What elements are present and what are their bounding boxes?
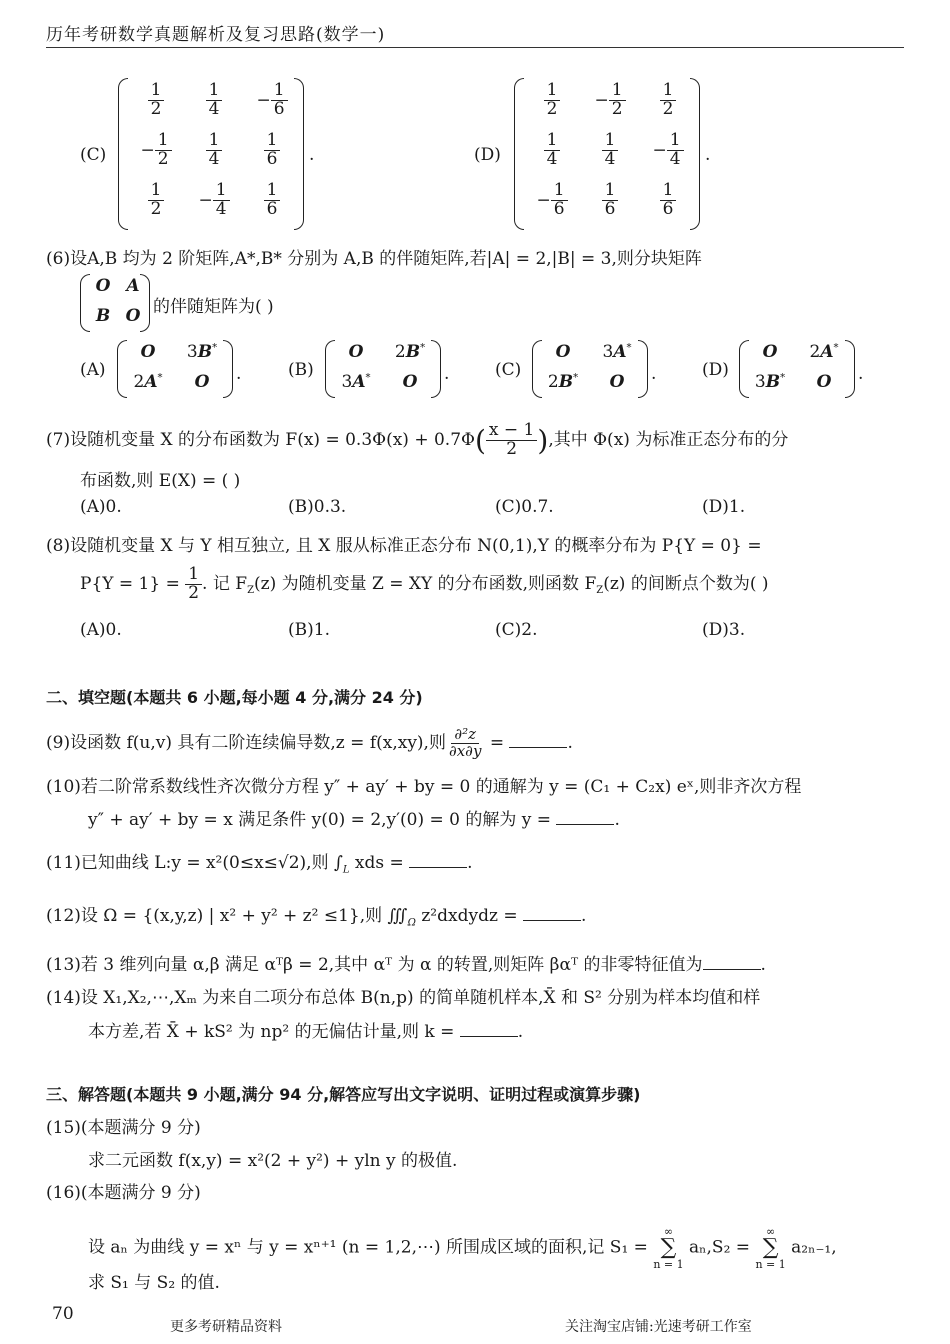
sum2-sigma: ∑ <box>762 1235 779 1260</box>
q6-option-1-cell-1: 2B* <box>394 342 426 362</box>
q7-frac-numerator: x − 1 <box>486 422 537 441</box>
q5-matrix-d-cell-0-1: − $\frac{1}{2}$ <box>586 82 634 119</box>
q5-matrix-d-cell-0-2: $\frac{1}{2}$ <box>644 82 692 119</box>
q15-body: 求二元函数 f(x,y) = x²(2 + y²) + yln y 的极值. <box>88 1151 458 1171</box>
q7-option-c: (C)0.7. <box>495 497 554 517</box>
q5-matrix-d-cell-1-2: − $\frac{1}{4}$ <box>644 132 692 169</box>
q10-line1: (10)若二阶常系数线性齐次微分方程 y″ + ay′ + by = 0 的通解为 y = (C₁ + C₂x) eˣ,则非齐次方程 <box>46 777 802 797</box>
period: . <box>236 364 242 384</box>
q6-option-2-cell-3: O <box>609 372 625 392</box>
sum1-upper: ∞ <box>663 1225 674 1238</box>
q6-option-0-cell-2: 2A* <box>133 372 163 392</box>
q5-matrix-c-cell-1-2: $\frac{1}{6}$ <box>248 132 296 169</box>
q12-text: (12)设 Ω = {(x,y,z) | x² + y² + z² ≤1},则 ∭ <box>46 906 408 926</box>
q8-number: (8) <box>46 536 71 556</box>
q8-option-d: (D)3. <box>702 620 746 640</box>
q8-line1 <box>46 531 762 556</box>
q5-matrix-c-cell-0-1: $\frac{1}{4}$ <box>190 82 238 119</box>
q14-text: 本方差,若 X̄ + kS² 为 np² 的无偏估计量,则 k = <box>88 1022 455 1042</box>
q16-term-1: aₙ,S₂ = <box>689 1237 751 1258</box>
q6-option-matrix-2 <box>532 340 648 398</box>
q6-number: (6) <box>46 249 71 269</box>
q6-option-2-cell-1: 3A* <box>602 342 632 362</box>
header-rule <box>46 47 904 48</box>
q12-answer-blank <box>523 919 581 921</box>
section-3-title: 三、解答题(本题共 9 小题,满分 94 分,解答应写出文字说明、证明过程或演算步骤) <box>46 1085 641 1104</box>
q14-answer-blank <box>460 1035 518 1037</box>
q14-line1: (14)设 X₁,X₂,⋯,Xₘ 为来自二项分布总体 B(n,p) 的简单随机样本,X̄ 和 S² 分别为样本均值和样 <box>46 988 761 1008</box>
q5-matrix-c-cell-0-2: − $\frac{1}{6}$ <box>248 82 296 119</box>
q5-matrix-d-cell-2-0: − $\frac{1}{6}$ <box>528 182 576 219</box>
q13: (13)若 3 维列向量 α,β 满足 αᵀβ = 2,其中 αᵀ 为 α 的转置,则矩阵 βαᵀ 的非零特征值为 . <box>46 955 766 975</box>
q5-matrix-c-cell-0-0: $\frac{1}{2}$ <box>132 82 180 119</box>
q5-matrix-d-cell-1-0: $\frac{1}{4}$ <box>528 132 576 169</box>
q6-option-1-cell-3: O <box>402 372 418 392</box>
q9: (9)设函数 f(u,v) 具有二阶连续偏导数,z = f(x,xy),则 $\frac{\text{∂²z}}{\partial x\partial y}$ = . <box>46 725 573 760</box>
q5-matrix-d-cell-2-1: $\frac{1}{6}$ <box>586 182 634 219</box>
q16-term-2: a₂ₙ₋₁, <box>791 1237 837 1258</box>
q6-option-3-cell-0: O <box>762 342 778 362</box>
q5-matrix-d <box>514 78 700 230</box>
q6-line1 <box>46 244 702 269</box>
q8-option-b: (B)1. <box>288 620 330 640</box>
q8-line2: P{Y = 1} = $\frac{1}{2}$ . 记 $F_Z(z)$ 为随机变量 Z = XY 的分布函数,则函数 $F_Z(z)$ 的间断点个数为( ) <box>80 564 769 603</box>
q7-option-b: (B)0.3. <box>288 497 347 517</box>
q7-option-a: (A)0. <box>80 497 122 517</box>
period: . <box>651 364 657 384</box>
q5-matrix-c-cell-2-0: $\frac{1}{2}$ <box>132 182 180 219</box>
q6-option-0-cell-3: O <box>194 372 210 392</box>
q13-text: (13)若 3 维列向量 α,β 满足 αᵀβ = 2,其中 αᵀ 为 α 的转置,则矩阵 βαᵀ 的非零特征值为 <box>46 955 703 975</box>
q6-text: 设A,B 均为 2 阶矩阵,A*,B* 分别为 A,B 的伴随矩阵,若|A| = 2,|B| = 3,则分块矩阵 <box>70 249 702 269</box>
q16-sum1 <box>653 1226 683 1270</box>
q7-text-a: 设随机变量 X 的分布函数为 F(x) = 0.3Φ(x) + 0.7Φ <box>70 429 475 450</box>
q7-frac-denominator: 2 <box>506 438 518 459</box>
q8-text: 设随机变量 X 与 Y 相互独立, 且 X 服从标准正态分布 N(0,1),Y 的概率分布为 P{Y = 0} = <box>70 536 762 556</box>
q5-matrix-c <box>118 78 304 230</box>
q16-body-line2: 求 S₁ 与 S₂ 的值. <box>88 1273 220 1293</box>
q8-option-a: (A)0. <box>80 620 122 640</box>
sum1-sigma: ∑ <box>660 1235 677 1260</box>
q6-option-1-cell-2: 3A* <box>341 372 371 392</box>
q12-tail: z²dxdydz = <box>421 906 518 926</box>
q15-heading: (15)(本题满分 9 分) <box>46 1118 201 1138</box>
q9-answer-blank <box>509 746 567 748</box>
sum2-lower: n = 1 <box>755 1258 786 1271</box>
q9-frac-numerator: ∂²z <box>451 727 479 744</box>
q6-option-0-cell-0: O <box>140 342 156 362</box>
q9-text: (9)设函数 f(u,v) 具有二阶连续偏导数,z = f(x,xy),则 <box>46 732 446 753</box>
q16-text-a: 设 aₙ 为曲线 y = xⁿ 与 y = xⁿ⁺¹ (n = 1,2,⋯) 所围成区域的面积,记 S₁ = <box>88 1237 648 1258</box>
q11-subscript: L <box>342 864 350 876</box>
q8-option-c: (C)2. <box>495 620 538 640</box>
q11-tail: xds = <box>354 853 404 873</box>
q7-line2: 布函数,则 E(X) = ( ) <box>80 471 241 491</box>
q8-text-c: (z) 为随机变量 Z = XY 的分布函数,则函数 F <box>254 573 597 594</box>
q6-option-2-cell-2: 2B* <box>547 372 579 392</box>
q6-option-3-cell-1: 2A* <box>809 342 839 362</box>
q6-option-0-cell-1: 3B* <box>186 342 218 362</box>
section-2-title: 二、填空题(本题共 6 小题,每小题 4 分,满分 24 分) <box>46 688 423 707</box>
q5-matrix-c-cell-2-1: − $\frac{1}{4}$ <box>190 182 238 219</box>
q6-option-matrix-1 <box>325 340 441 398</box>
q6-option-label-2: (C) <box>495 360 522 380</box>
q12-subscript: Ω <box>407 917 416 929</box>
q7-option-d: (D)1. <box>702 497 746 517</box>
q10-line2: y″ + ay′ + by = x 满足条件 y(0) = 2,y′(0) = 0 的解为 y = . <box>88 810 620 830</box>
q6-option-3-cell-3: O <box>816 372 832 392</box>
q16-heading: (16)(本题满分 9 分) <box>46 1183 201 1203</box>
q6-option-1-cell-0: O <box>348 342 364 362</box>
q9-frac-denominator: ∂x∂y <box>448 741 482 760</box>
q7-text-b: ,其中 Φ(x) 为标准正态分布的分 <box>548 429 789 450</box>
q10-answer-blank <box>556 823 614 825</box>
q6-option-3-cell-2: 3B* <box>754 372 786 392</box>
q9-tail: = <box>489 732 505 753</box>
sum1-lower: n = 1 <box>653 1258 684 1271</box>
q8-text-d: (z) 的间断点个数为( ) <box>603 573 769 594</box>
q6-block-matrix: O A B O <box>80 274 150 332</box>
q5-matrix-d-cell-2-2: $\frac{1}{6}$ <box>644 182 692 219</box>
footer-right-text: 关注淘宝店铺:光速考研工作室 <box>565 1319 752 1335</box>
period: . <box>309 145 315 165</box>
q11-text: (11)已知曲线 L:y = x²(0≤x≤√2),则 ∫ <box>46 853 343 873</box>
q16-body-line1 <box>88 1226 837 1270</box>
q5-matrix-c-cell-2-2: $\frac{1}{6}$ <box>248 182 296 219</box>
q6-option-label-3: (D) <box>702 360 729 380</box>
q5-matrix-c-cell-1-1: $\frac{1}{4}$ <box>190 132 238 169</box>
sum2-upper: ∞ <box>766 1225 776 1238</box>
q6-option-2-cell-0: O <box>555 342 571 362</box>
q6-tail: 的伴随矩阵为( ) <box>153 297 274 317</box>
q6-option-label-1: (B) <box>288 360 314 380</box>
q10-text: y″ + ay′ + by = x 满足条件 y(0) = 2,y′(0) = 0 的解为 y = <box>88 810 552 830</box>
q13-answer-blank <box>703 968 761 970</box>
q12: (12)设 Ω = {(x,y,z) | x² + y² + z² ≤1},则 $∭_\Omega$ z²dxdydz = . <box>46 906 587 929</box>
q8-frac-denominator: 2 <box>188 582 200 603</box>
q6-option-matrix-3 <box>739 340 855 398</box>
q6-option-matrix-0 <box>117 340 233 398</box>
q5-matrix-d-cell-1-1: $\frac{1}{4}$ <box>586 132 634 169</box>
q14-line2: 本方差,若 X̄ + kS² 为 np² 的无偏估计量,则 k = . <box>88 1022 524 1042</box>
q7-number: (7) <box>46 429 71 450</box>
q6-option-label-0: (A) <box>80 360 106 380</box>
q11-answer-blank <box>409 866 467 868</box>
q8-text-a: P{Y = 1} = <box>80 573 180 594</box>
q7-line1: (7)设随机变量 X 的分布函数为 F(x) = 0.3Φ(x) + 0.7Φ( $\frac{x - 1}{2}$ ),其中 Φ(x) 为标准正态分布的分 <box>46 420 789 459</box>
period: . <box>444 364 450 384</box>
period: . <box>858 364 864 384</box>
q5-matrix-c-cell-1-0: − $\frac{1}{2}$ <box>132 132 180 169</box>
q8-frac-numerator: 1 <box>185 566 202 585</box>
q5-matrix-d-cell-0-0: $\frac{1}{2}$ <box>528 82 576 119</box>
q5-option-c-label: (C) <box>80 145 107 165</box>
q16-sum2 <box>755 1226 785 1270</box>
footer-left-text: 更多考研精品资料 <box>170 1319 282 1335</box>
running-header: 历年考研数学真题解析及复习思路(数学一) <box>46 25 386 45</box>
q5-option-d-label: (D) <box>474 145 501 165</box>
period: . <box>705 145 711 165</box>
q8-text-b: . 记 F <box>202 573 248 594</box>
page-number: 70 <box>52 1304 74 1324</box>
q11: (11)已知曲线 L:y = x²(0≤x≤√2),则 $\int_L$ xds = . <box>46 853 473 876</box>
